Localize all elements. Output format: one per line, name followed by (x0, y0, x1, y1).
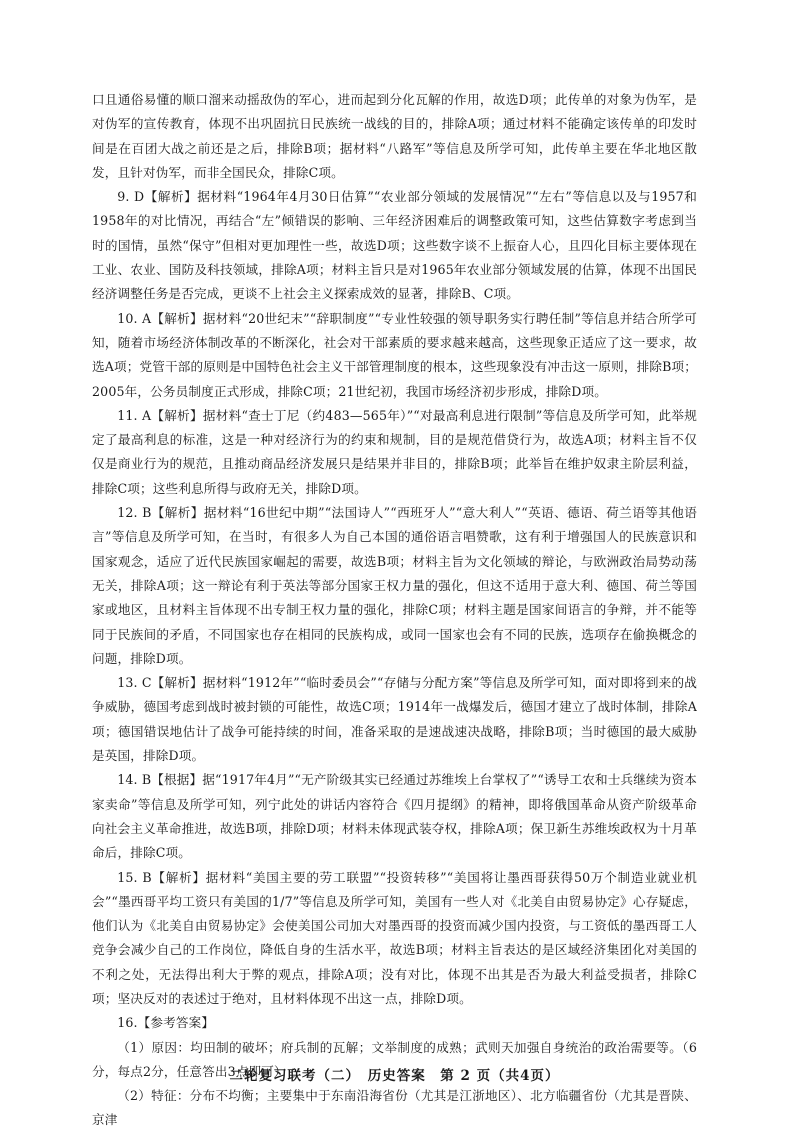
paragraph-q16-part1: （1）原因：均田制的破坏；府兵制的瓦解；文举制度的成熟；武则天加强自身统治的政治需要等。（6分，每点2分，任意答出3点即可） (92, 1039, 697, 1079)
paragraph-q16-heading: 16.【参考答案】 (117, 1015, 215, 1031)
paragraph-q11: 11. A【解析】据材料“查士丁尼（约483—565年）”“对最高利息进行限制”等信息及所学可知，此举规定了最高利息的标准，这是一种对经济行为的约束和规制，目的是规范借贷行为，故选A项；材料主旨不仅仅是商业行为的规范，且推动商品经济发展只是结果并非目的，排除B项；此举旨在维护奴隶主阶层利益，排除C项；这些利息所得与政府无关，排除D项。 (92, 407, 697, 496)
paragraph-continuation: 口且通俗易懂的顺口溜来动摇敌伪的军心，进而起到分化瓦解的作用，故选D项；此传单的对象为伪军，是对伪军的宣传教育，体现不出巩固抗日民族统一战线的目的，排除A项；通过材料不能确定该传单的印发时间是在百团大战之前还是之后，排除B项；据材料“八路军”等信息及所学可知，此传单主要在华北地区散发，且针对伪军，而非全国民众，排除C项。 (92, 92, 697, 180)
answer-content (92, 88, 697, 1133)
paragraph-q13: 13. C【解析】据材料“1912年”“临时委员会”“存储与分配方案”等信息及所学可知，面对即将到来的战争威胁，德国考虑到战时被封锁的可能性，故选C项；1914年一战爆发后，德国才建立了战时体制，排除A项；德国错误地估计了战争可能持续的时间，准备采取的是速战速决战略，排除B项；当时德国的最大威胁是英国，排除D项。 (92, 675, 697, 764)
page-footer: 二轮复习联考（二） 历史答案 第 2 页（共4页） (229, 1068, 560, 1084)
paragraph-q10: 10. A【解析】据材料“20世纪末”“辞职制度”“专业性较强的领导职务实行聘任制”等信息并结合所学可知，随着市场经济体制改革的不断深化，社会对干部素质的要求越来越高，这些现象正适应了这一要求，故选A项；党管干部的原则是中国特色社会主义干部管理制度的根本，这些现象没有冲击这一原则，排除B项；2005年，公务员制度正式形成，排除C项；21世纪初，我国市场经济初步形成，排除D项。 (92, 310, 697, 399)
paragraph-q12: 12. B【解析】据材料“16世纪中期”“法国诗人”“西班牙人”“意大利人”“英语、德语、荷兰语等其他语言”等信息及所学可知，在当时，有很多人为自己本国的通俗语言唱赞歌，这有利于增强国人的民族意识和国家观念，适应了近代民族国家崛起的需要，故选B项；材料主旨为文化领域的辩论，与欧洲政治局势动荡无关，排除A项；这一辩论有利于英法等部分国家王权力量的强化，但这不适用于意大利、德国、荷兰等国家或地区，且材料主旨体现不出专制王权力量的强化，排除C项；材料主题是国家间语言的争辩，并不能等同于民族间的矛盾，不同国家也存在相同的民族构成，或同一国家也会有不同的民族，选项存在偷换概念的问题，排除D项。 (92, 505, 697, 666)
paragraph-q14: 14. B【根据】据“1917年4月”“无产阶级其实已经通过苏维埃上台掌权了”“诱导工农和士兵继续为资本家卖命”等信息及所学可知，列宁此处的讲话内容符合《四月提纲》的精神，即将俄国革命从资产阶级革命向社会主义革命推进，故选B项，排除D项；材料未体现武装夺权，排除A项；保卫新生苏维埃政权为十月革命后，排除C项。 (92, 772, 697, 861)
paragraph-q9: 9. D【解析】据材料“1964年4月30日估算”“农业部分领域的发展情况”“左右”等信息以及与1957和1958年的对比情况，再结合“左”倾错误的影响、三年经济困难后的调整政策可知，这些估算数字考虑到当时的国情，虽然“保守”但相对更加理性一些，故选D项；这些数字谈不上振奋人心，且四化目标主要体现在工业、农业、国防及科技领域，排除A项；材料主旨只是对1965年农业部分领域发展的估算，体现不出国民经济调整任务是否完成，更谈不上社会主义探索成效的显著，排除B、C项。 (92, 189, 697, 302)
paragraph-q15: 15. B【解析】据材料“美国主要的劳工联盟”“投资转移”“美国将让墨西哥获得50万个制造业就业机会”“墨西哥平均工资只有美国的1/7”等信息及所学可知，美国有一些人对《北美自由贸易协定》心存疑虑，他们认为《北美自由贸易协定》会使美国公司加大对墨西哥的投资而减少国内投资，与工资低的墨西哥工人竞争会减少自己的工作岗位，降低自身的生活水平，故选B项；材料主旨表达的是区域经济集团化对美国的不利之处，无法得出利大于弊的观点，排除A项；没有对比，体现不出其是否为最大利益受损者，排除C项；坚决反对的表述过于绝对，且材料体现不出这一点，排除D项。 (92, 869, 697, 1006)
paragraph-q16-part2: （2）特征：分布不均衡；主要集中于东南沿海省份（尤其是江浙地区）、北方临疆省份（尤其是晋陕、京津 (92, 1088, 697, 1128)
